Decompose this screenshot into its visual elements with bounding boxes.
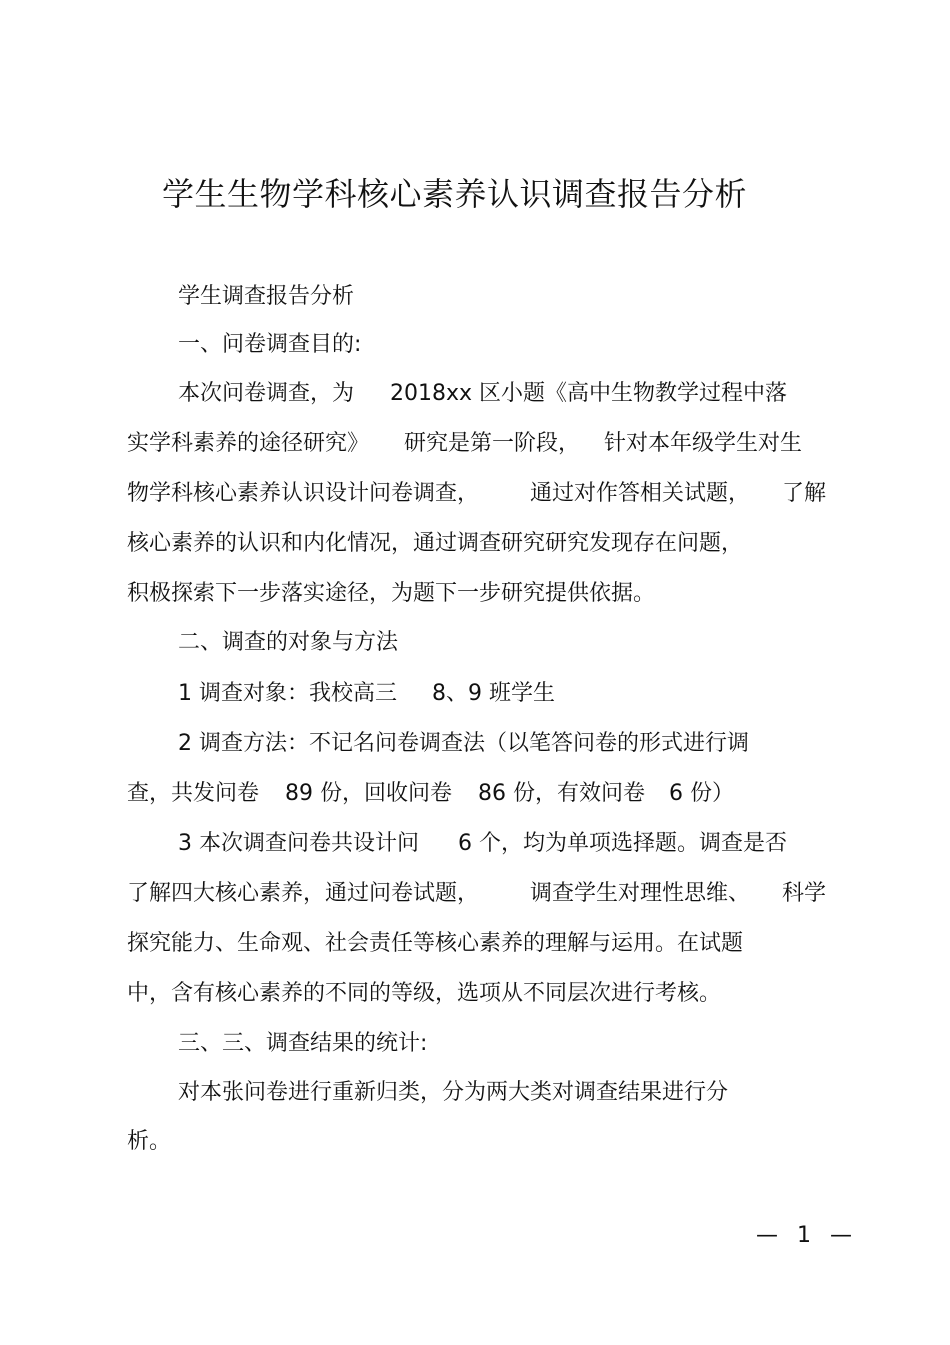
text-segment: 1 调查对象：我校高三 <box>178 681 397 706</box>
paragraph-line <box>0 829 950 859</box>
text-segment: 89 份，回收问卷 <box>285 781 452 806</box>
paragraph-line: 析。 <box>127 1129 172 1154</box>
text-segment: 研究是第一阶段， <box>404 431 581 456</box>
paragraph-line: 核心素养的认识和内化情况，通过调查研究研究发现存在问题， <box>127 531 744 556</box>
section-3-heading: 三、三、调查结果的统计: <box>178 1031 428 1056</box>
paragraph-line <box>0 679 950 709</box>
paragraph-line <box>0 379 950 409</box>
paragraph-line: 中，含有核心素养的不同的等级，选项从不同层次进行考核。 <box>127 981 722 1006</box>
paragraph-line: 对本张问卷进行重新归类，分为两大类对调查结果进行分 <box>178 1080 729 1105</box>
text-segment: 2018xx 区小题《高中生物教学过程中落 <box>390 381 788 406</box>
text-segment: 了解四大核心素养，通过问卷试题， <box>127 881 480 906</box>
document-title: 学生生物学科核心素养认识调查报告分析 <box>162 175 748 213</box>
text-segment: 本次问卷调查，为 <box>178 381 355 406</box>
paragraph-line: 2 调查方法：不记名问卷调查法（以笔答问卷的形式进行调 <box>178 731 749 756</box>
paragraph-line <box>0 779 950 809</box>
text-segment: 6 个，均为单项选择题。调查是否 <box>458 831 787 856</box>
text-segment: 3 本次调查问卷共设计问 <box>178 831 419 856</box>
text-segment: 查，共发问卷 <box>127 781 260 806</box>
text-segment: 通过对作答相关试题， <box>530 481 751 506</box>
text-segment: 科学 <box>782 881 827 906</box>
text-segment: 8、9 班学生 <box>432 681 555 706</box>
paragraph-line: 积极探索下一步落实途径，为题下一步研究提供依据。 <box>127 581 656 606</box>
section-2-heading: 二、调查的对象与方法 <box>178 630 399 655</box>
text-segment: 物学科核心素养认识设计问卷调查， <box>127 481 480 506</box>
paragraph-line <box>0 479 950 509</box>
text-segment: 针对本年级学生对生 <box>604 431 803 456</box>
paragraph-line: 探究能力、生命观、社会责任等核心素养的理解与运用。在试题 <box>127 931 744 956</box>
report-subtitle: 学生调查报告分析 <box>178 284 355 309</box>
paragraph-line <box>0 879 950 909</box>
text-segment: 调查学生对理性思维、 <box>530 881 751 906</box>
section-1-heading: 一、问卷调查目的: <box>178 332 362 357</box>
page-number: — 1 — <box>756 1223 858 1248</box>
text-segment: 了解 <box>782 481 827 506</box>
paragraph-line <box>0 429 950 459</box>
text-segment: 6 份） <box>669 781 734 806</box>
text-segment: 86 份，有效问卷 <box>478 781 645 806</box>
text-segment: 实学科素养的途径研究》 <box>127 431 370 456</box>
